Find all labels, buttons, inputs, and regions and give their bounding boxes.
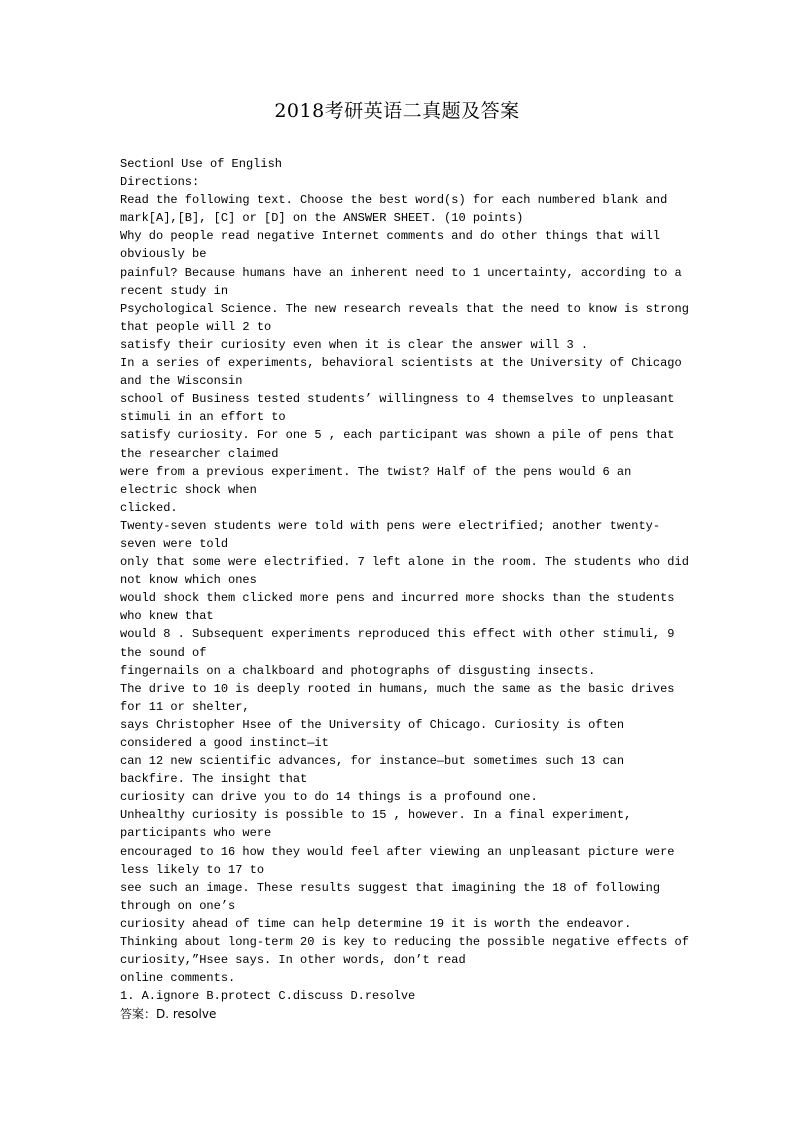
text-line: can 12 new scientific advances, for instance—but sometimes such 13 can [120, 754, 625, 769]
text-line: through on one’s [120, 898, 236, 913]
text-line: participants who were [120, 826, 272, 841]
text-line: curiosity,”Hsee says. In other words, don’t read [120, 953, 466, 968]
text-line: Read the following text. Choose the best word(s) for each numbered blank and [120, 193, 668, 208]
answer-line: 答案：D. resolve [120, 1007, 217, 1022]
text-line: online comments. [120, 971, 236, 986]
text-line: the researcher claimed [120, 446, 279, 461]
text-line: electric shock when [120, 482, 257, 497]
text-line: The drive to 10 is deeply rooted in humans, much the same as the basic drives [120, 681, 675, 696]
document-body [120, 155, 689, 1024]
text-line: less likely to 17 to [120, 862, 265, 877]
text-line: painful? Because humans have an inherent need to 1 uncertainty, according to a [120, 265, 682, 280]
text-line: curiosity ahead of time can help determine 19 it is worth the endeavor. [120, 916, 632, 931]
text-line: and the Wisconsin [120, 374, 243, 389]
text-line: Twenty-seven students were told with pens were electrified; another twenty- [120, 518, 661, 533]
text-line: see such an image. These results suggest that imagining the 18 of following [120, 880, 661, 895]
text-line: fingernails on a chalkboard and photographs of disgusting insects. [120, 663, 596, 678]
text-line: obviously be [120, 247, 207, 262]
text-line: the sound of [120, 645, 207, 660]
text-line: Unhealthy curiosity is possible to 15 , however. In a final experiment, [120, 808, 632, 823]
question-1-options: 1. A.ignore B.protect C.discuss D.resolve [120, 989, 416, 1004]
text-line: satisfy their curiosity even when it is clear the answer will 3 . [120, 337, 589, 352]
text-line: for 11 or shelter, [120, 699, 250, 714]
text-line: considered a good instinct—it [120, 736, 329, 750]
text-line: satisfy curiosity. For one 5 , each participant was shown a pile of pens that [120, 428, 675, 443]
text-line: seven were told [120, 536, 229, 551]
text-line: backfire. The insight that [120, 772, 308, 787]
text-line: school of Business tested students’ willingness to 4 themselves to unpleasant [120, 392, 675, 407]
text-line: only that some were electrified. 7 left alone in the room. The students who did [120, 555, 689, 570]
text-line: who knew that [120, 609, 214, 624]
text-line: recent study in [120, 283, 229, 298]
text-line: Thinking about long-term 20 is key to reducing the possible negative effects of [120, 935, 689, 950]
text-line: clicked. [120, 500, 178, 515]
text-line: not know which ones [120, 573, 257, 588]
text-line: In a series of experiments, behavioral scientists at the University of Chicago [120, 356, 682, 371]
text-line: Directions: [120, 175, 200, 190]
text-line: Psychological Science. The new research reveals that the need to know is strong [120, 301, 689, 316]
text-line: SectionⅠ Use of English [120, 157, 282, 171]
text-line: that people will 2 to [120, 319, 272, 334]
text-line: curiosity can drive you to do 14 things is a profound one. [120, 790, 538, 805]
text-line: would 8 . Subsequent experiments reproduced this effect with other stimuli, 9 [120, 627, 675, 642]
text-line: encouraged to 16 how they would feel after viewing an unpleasant picture were [120, 844, 675, 859]
text-line: stimuli in an effort to [120, 410, 286, 425]
document-title: 2018考研英语二真题及答案 [274, 100, 520, 122]
text-line: mark[A],[B], [C] or [D] on the ANSWER SHEET. (10 points) [120, 211, 524, 226]
text-line: were from a previous experiment. The twist? Half of the pens would 6 an [120, 464, 632, 479]
text-line: would shock them clicked more pens and incurred more shocks than the students [120, 591, 675, 606]
text-line: Why do people read negative Internet comments and do other things that will [120, 229, 661, 244]
text-line: says Christopher Hsee of the University of Chicago. Curiosity is often [120, 717, 625, 732]
